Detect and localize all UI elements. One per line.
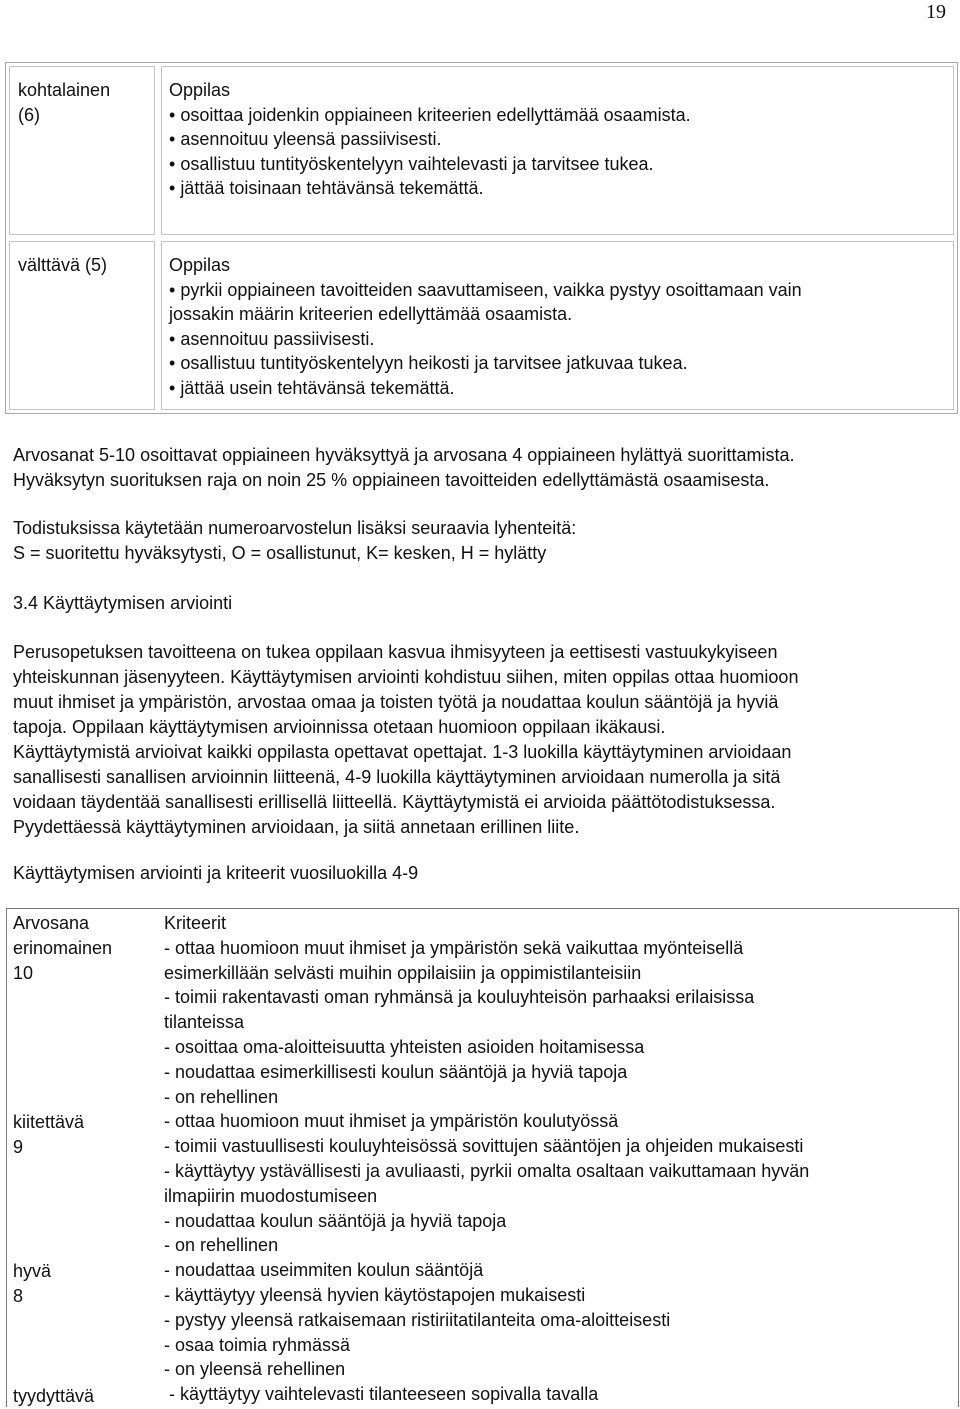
criteria-cell-10	[164, 936, 954, 1110]
criteria-line: - osaa toimia ryhmässä	[164, 1334, 351, 1355]
grade-line: tyydyttävä	[13, 1386, 95, 1406]
grade-line: hyvä	[13, 1261, 52, 1281]
grade-line: erinomainen	[13, 938, 113, 958]
grade-bullet	[169, 327, 945, 352]
grade-bullet	[169, 176, 945, 201]
grade-line: 9	[13, 1137, 24, 1157]
criteria-line: - käyttäytyy ystävällisesti ja avuliaasti, pyrkii omalta osaltaan vaikuttamaan hyvän	[164, 1160, 810, 1181]
bullet-text: jättää usein tehtävänsä tekemättä.	[180, 377, 455, 398]
text-line: tapoja. Oppilaan käyttäytymisen arvioinnissa otetaan huomioon oppilaan ikäkausi.	[13, 717, 666, 737]
bullet-text: jättää toisinaan tehtävänsä tekemättä.	[180, 178, 484, 198]
grade-description-heading: Oppilas	[169, 255, 231, 275]
text-line: Käyttäytymistä arvioivat kaikki oppilasta opettavat opettajat. 1-3 luokilla käyttäytyminen arvioidaan	[13, 742, 792, 762]
text-line: Hyväksytyn suorituksen raja on noin 25 % oppiaineen tavoitteiden edellyttämästä osaamisesta.	[13, 470, 770, 490]
grade-bullet	[169, 351, 945, 376]
grade-cell-10	[13, 936, 153, 986]
criteria-line: - on yleensä rehellinen	[164, 1359, 346, 1380]
grade-cell-8	[13, 1259, 153, 1309]
grade-description-cell	[161, 66, 954, 235]
criteria-line: - noudattaa esimerkillisesti koulun sääntöjä ja hyviä tapoja	[164, 1061, 628, 1082]
grade-label-line: (6)	[18, 104, 40, 125]
criteria-line: esimerkillään selvästi muihin oppilaisiin ja oppimistilanteisiin	[164, 962, 642, 983]
criteria-line: - ottaa huomioon muut ihmiset ja ympäristön koulutyössä	[164, 1111, 619, 1132]
criteria-table-title-text: Käyttäytymisen arviointi ja kriteerit vuosiluokilla 4-9	[13, 863, 419, 883]
grade-column	[13, 911, 153, 1409]
criteria-cell-9	[164, 1109, 954, 1258]
text-line: Arvosanat 5-10 osoittavat oppiaineen hyväksyttyä ja arvosana 4 oppiaineen hylättyä suorittamista.	[13, 445, 795, 465]
text-line: S = suoritettu hyväksytysti, O = osallistunut, K= kesken, H = hylätty	[13, 543, 547, 563]
text-line: voidaan täydentää sanallisesti erillisellä liitteellä. Käyttäytymistä ei arvioida päättötodistuksessa.	[13, 792, 776, 812]
criteria-line: - toimii vastuullisesti kouluyhteisössä sovittujen sääntöjen ja ohjeiden mukaisesti	[164, 1136, 804, 1157]
bullet-text: asennoituu passiivisesti.	[180, 328, 375, 349]
grade-line: kiitettävä	[13, 1112, 85, 1132]
text-line: Perusopetuksen tavoitteena on tukea oppilaan kasvua ihmisyyteen ja eettisesti vastuukykyiseen	[13, 642, 778, 662]
text-line: sanallisesti sanallisen arvioinnin liitteenä, 4-9 luokilla käyttäytyminen arvioidaan numerolla ja sitä	[13, 767, 781, 787]
grade-label-line: välttävä (5)	[18, 255, 108, 275]
bullet-text: pyrkii oppiaineen tavoitteiden saavuttamiseen, vaikka pystyy osoittamaan vain	[180, 279, 802, 300]
text-line: Todistuksissa käytetään numeroarvostelun lisäksi seuraavia lyhenteitä:	[13, 518, 577, 538]
grade-bullet	[169, 103, 945, 128]
grade-bullet	[169, 278, 945, 327]
grade-cell-7	[13, 1384, 153, 1409]
criteria-line: - toimii rakentavasti oman ryhmänsä ja kouluyhteisön parhaaksi erilaisissa	[164, 987, 755, 1008]
bullet-text-continued: jossakin määrin kriteerien edellyttämää osaamista.	[169, 304, 573, 324]
bullet-text: osoittaa joidenkin oppiaineen kriteerien edellyttämää osaamista.	[180, 104, 691, 125]
grades-paragraph	[13, 443, 948, 493]
criteria-line: - on rehellinen	[164, 1086, 279, 1107]
criteria-line: tilanteissa	[164, 1012, 245, 1033]
grade-bullet	[169, 127, 945, 152]
grade-label-cell	[9, 241, 155, 410]
grade-column-header: Arvosana	[13, 913, 90, 933]
abbreviations-paragraph	[13, 516, 948, 566]
behavior-paragraph	[13, 640, 948, 840]
criteria-line: - ottaa huomioon muut ihmiset ja ympäristön sekä vaikuttaa myönteisellä	[164, 937, 744, 958]
text-line: Pyydettäessä käyttäytyminen arvioidaan, ja siitä annetaan erillinen liite.	[13, 817, 580, 837]
grade-line: 10	[13, 963, 34, 983]
criteria-line: - on rehellinen	[164, 1235, 279, 1256]
grade-description-cell	[161, 241, 954, 410]
grade-bullet	[169, 376, 945, 401]
bullet-text: osallistuu tuntityöskentelyyn vaihtelevasti ja tarvitsee tukea.	[180, 153, 654, 174]
grade-bullet	[169, 152, 945, 177]
grade-bullet-list	[169, 278, 945, 401]
grade-label-line: kohtalainen	[18, 80, 111, 100]
criteria-cell-8	[164, 1258, 954, 1382]
criteria-line: - käyttäytyy vaihtelevasti tilanteeseen sopivalla tavalla	[164, 1384, 599, 1405]
criteria-table-title	[13, 861, 948, 886]
criteria-line: - noudattaa koulun sääntöjä ja hyviä tapoja	[164, 1210, 507, 1231]
criteria-column-header: Kriteerit	[164, 913, 227, 933]
criteria-line: ilmapiirin muodostumiseen	[164, 1185, 378, 1206]
text-line: muut ihmiset ja ympäristön, arvostaa omaa ja toisten työtä ja noudattaa koulun sääntöjä ja hyviä	[13, 692, 779, 712]
criteria-line: - käyttäytyy yleensä hyvien käytöstapojen mukaisesti	[164, 1284, 586, 1305]
text-line: yhteiskunnan jäsenyyteen. Käyttäytymisen arviointi kohdistuu siihen, miten oppilas ottaa huomioon	[13, 667, 799, 687]
grade-row-valttava	[6, 238, 957, 413]
criteria-cell-7	[164, 1382, 954, 1407]
section-heading-text: 3.4 Käyttäytymisen arviointi	[13, 593, 233, 613]
grade-row-kohtalainen	[6, 63, 957, 238]
bullet-text: asennoituu yleensä passiivisesti.	[180, 129, 442, 149]
criteria-table	[6, 908, 959, 1407]
criteria-line: - osoittaa oma-aloitteisuutta yhteisten asioiden hoitamisessa	[164, 1036, 645, 1057]
grade-label-cell	[9, 66, 155, 235]
page-number: 19	[926, 1, 946, 23]
grade-description-heading: Oppilas	[169, 80, 231, 100]
section-heading	[13, 591, 948, 616]
criteria-line: - pystyy yleensä ratkaisemaan ristiriitatilanteita oma-aloitteisesti	[164, 1309, 671, 1330]
bullet-text: osallistuu tuntityöskentelyyn heikosti ja tarvitsee jatkuvaa tukea.	[180, 353, 688, 373]
grade-line: 8	[13, 1286, 24, 1306]
grade-bullet-list	[169, 103, 945, 201]
grade-cell-9	[13, 1110, 153, 1160]
grade-description-table	[5, 62, 958, 414]
criteria-column	[164, 911, 954, 1407]
criteria-line: - noudattaa useimmiten koulun sääntöjä	[164, 1260, 484, 1281]
